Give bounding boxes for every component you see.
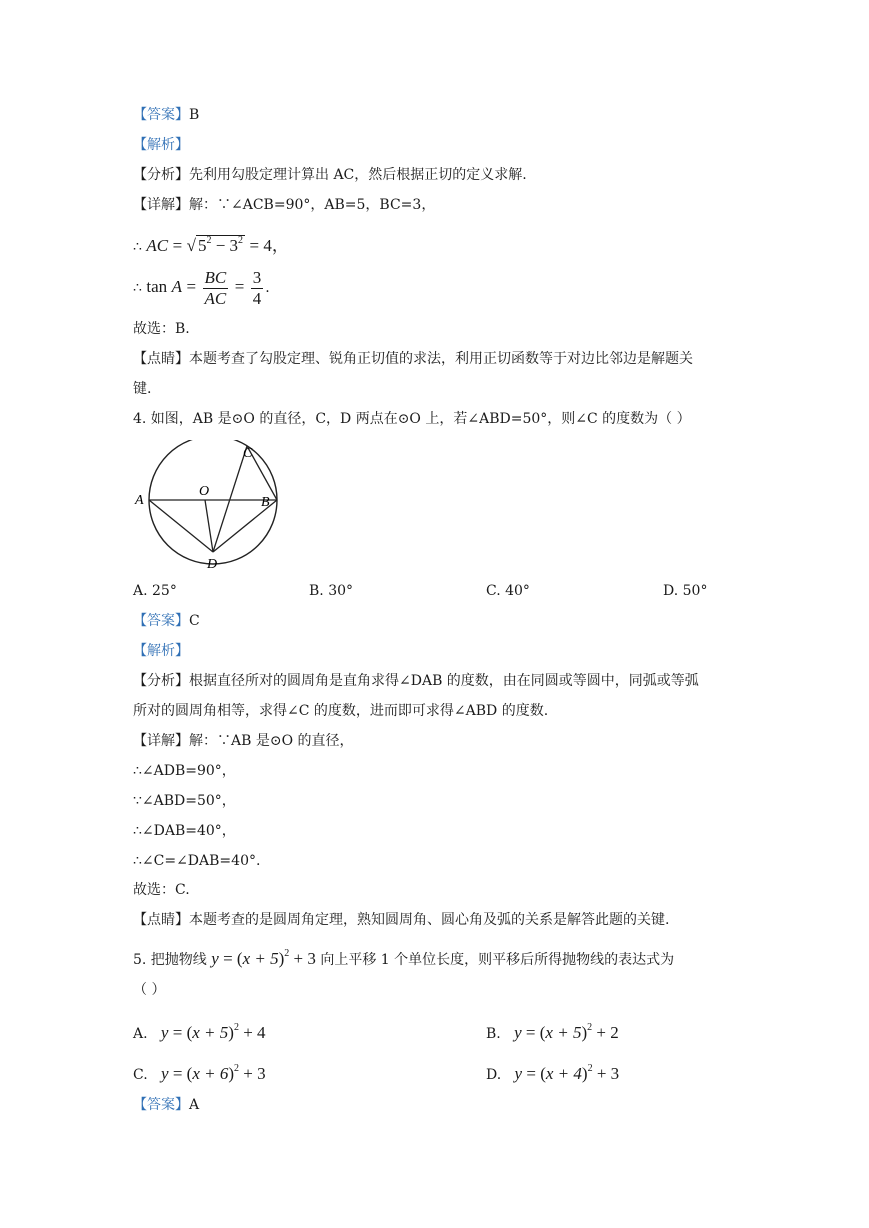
fraction-3-4: $\frac{3}{4}$: [252, 267, 262, 308]
fenxi-tag: 【分析】: [133, 167, 189, 183]
q4-option-c: C. 40°: [486, 583, 530, 599]
therefore-symbol: ∴: [133, 280, 142, 296]
answer-tag: 【答案】: [133, 1097, 189, 1113]
q4-step-1: ∴∠ADB=90°，: [133, 763, 236, 779]
q3-answer-line: [133, 106, 199, 124]
q5-answer-line: [133, 1096, 199, 1114]
q3-xiangjie-line: [133, 196, 435, 214]
q4-fenxi-line1: 【分析】根据直径所对的圆周角是直角求得∠DAB 的度数，由在同圆或等圆中，同弧或等弧: [133, 673, 699, 689]
tan-fn: tan: [146, 277, 168, 296]
dianjing-tag: 【点睛】: [133, 912, 189, 928]
sqrt-radicand: $5^2 - 3^2$: [197, 235, 244, 255]
q3-dianjing-line1: 【点睛】本题考查了勾股定理、锐角正切值的求法，利用正切函数等于对边比邻边是解题关: [133, 351, 693, 367]
q5-answer-value: A: [189, 1097, 200, 1113]
circle-geometry-figure: [133, 440, 293, 575]
segment-od: [205, 500, 213, 552]
xiangjie-tag: 【详解】: [133, 733, 189, 749]
segment-ad: [149, 500, 213, 552]
q5-option-d: D. $y = (x + 4)^2 + 3$: [486, 1063, 620, 1083]
fraction-bc-ac: $\frac{BC}{AC}$: [204, 267, 227, 308]
q3-analysis-line: [133, 136, 189, 154]
q5-paren: （ ）: [133, 982, 166, 998]
q5-option-a: A. $y = (x + 5)^2 + 4$: [133, 1022, 266, 1042]
q4-answer-line: [133, 612, 200, 630]
label-c: C: [243, 446, 253, 461]
q4-fenxi-line2: 所对的圆周角相等，求得∠C 的度数，进而即可求得∠ABD 的度数.: [133, 703, 549, 719]
analysis-tag: 【解析】: [133, 643, 189, 659]
q3-step1-lhs: AC: [146, 236, 169, 255]
q3-step2: ∴ tan A = $\frac{BC}{AC}$ = $\frac{3}{4}$ .: [133, 267, 270, 308]
circle-o: [149, 440, 277, 564]
q5-option-c: C. $y = (x + 6)^2 + 3$: [133, 1063, 266, 1083]
q4-analysis-line: [133, 642, 189, 660]
q3-step1: ∴ AC = √ $5^2 - 3^2 = 4$，: [133, 235, 289, 255]
q4-option-a: A. 25°: [133, 583, 177, 599]
q4-choose: 故选：C.: [133, 882, 190, 898]
q4-answer-value: C: [189, 613, 200, 629]
q4-dianjing-line: 【点睛】本题考查的是圆周角定理，熟知圆周角、圆心角及弧的关系是解答此题的关键.: [133, 912, 670, 928]
q4-question: 4. 如图，AB 是⊙O 的直径，C，D 两点在⊙O 上，若∠ABD=50°，则∠C 的度数为（ ）: [133, 411, 691, 427]
q3-fenxi-text: 先利用勾股定理计算出 AC，然后根据正切的定义求解.: [189, 167, 527, 183]
fenxi-tag: 【分析】: [133, 673, 189, 689]
answer-tag: 【答案】: [133, 613, 189, 629]
q3-fenxi-line: [133, 166, 527, 184]
label-b: B: [261, 495, 270, 510]
q3-dianjing-line2: 键.: [133, 381, 152, 397]
label-o: O: [199, 484, 210, 499]
label-d: D: [207, 557, 218, 572]
therefore-symbol: ∴: [133, 239, 142, 255]
segment-dc: [213, 446, 247, 552]
q3-step1-result: = 4，: [249, 236, 289, 255]
q4-option-d: D. 50°: [663, 583, 708, 599]
q4-step-4: ∴∠C=∠DAB=40°.: [133, 853, 261, 869]
q5-option-b: B. $y = (x + 5)^2 + 2$: [486, 1022, 619, 1042]
analysis-tag: 【解析】: [133, 137, 189, 153]
q3-choose: 故选：B.: [133, 321, 190, 337]
q4-option-b: B. 30°: [309, 583, 354, 599]
label-a: A: [135, 493, 144, 508]
q3-answer-value: B: [189, 107, 200, 123]
q3-xiangjie-text: 解：∵∠ACB=90°，AB=5，BC=3，: [189, 197, 436, 213]
q4-step-2: ∵∠ABD=50°，: [133, 793, 236, 809]
q5-stem-expr: $y = (x + 5)^2 + 3$: [211, 948, 316, 968]
q4-xiangjie-line: 【详解】解：∵AB 是⊙O 的直径，: [133, 733, 354, 749]
xiangjie-tag: 【详解】: [133, 197, 189, 213]
q5-question: 5. 把抛物线 $y = (x + 5)^2 + 3$ 向上平移 1 个单位长度，则平移后所得抛物线的表达式为: [133, 948, 675, 968]
dianjing-tag: 【点睛】: [133, 351, 189, 367]
q4-step-3: ∴∠DAB=40°，: [133, 823, 236, 839]
answer-tag: 【答案】: [133, 107, 189, 123]
